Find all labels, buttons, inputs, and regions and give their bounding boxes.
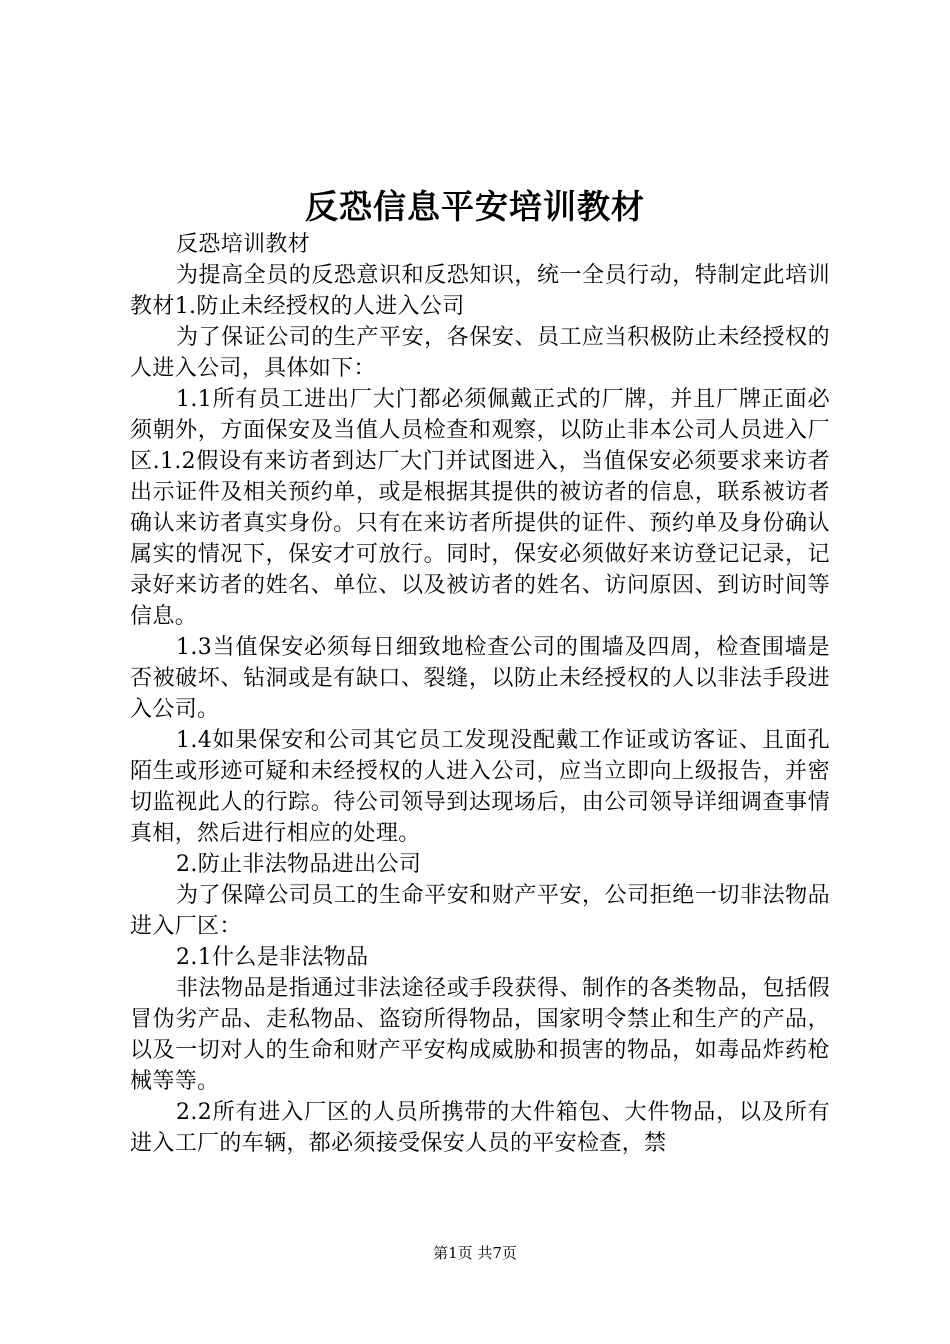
paragraph: 为了保障公司员工的生命平安和财产平安，公司拒绝一切非法物品进入厂区： [130,883,830,939]
paragraph-2-2: 2.2所有进入厂区的人员所携带的大件箱包、大件物品，以及所有进入工厂的车辆，都必须接受保安人员的平安检查，禁 [130,1100,830,1156]
paragraph-intro: 为提高全员的反恐意识和反恐知识，统一全员行动，特制定此培训教材1.防止未经授权的人进入公司 [130,263,830,319]
page-number-footer: 第1页 共7页 [433,1244,517,1262]
paragraph-subtitle: 反恐培训教材 [176,232,311,257]
document-title: 反恐信息平安培训教材 [305,187,645,226]
paragraph: 为了保证公司的生产平安，各保安、员工应当积极防止未经授权的人进入公司，具体如下： [130,325,830,381]
subsection-heading-2-1: 2.1什么是非法物品 [176,945,369,970]
paragraph-1-4: 1.4如果保安和公司其它员工发现没配戴工作证或访客证、且面孔陌生或形迹可疑和未经授权的人进入公司，应当立即向上级报告，并密切监视此人的行踪。待公司领导到达现场后，由公司领导详细调查事情真相，然后进行相应的处理。 [130,728,830,846]
paragraph-1-3: 1.3当值保安必须每日细致地检查公司的围墙及四周，检查围墙是否被破坏、钻洞或是有缺口、裂缝，以防止未经授权的人以非法手段进入公司。 [130,635,830,722]
paragraph: 非法物品是指通过非法途径或手段获得、制作的各类物品，包括假冒伪劣产品、走私物品、盗窃所得物品，国家明令禁止和生产的产品，以及一切对人的生命和财产平安构成威胁和损害的物品，如毒品炸药枪械等等。 [130,976,830,1094]
section-heading-2: 2.防止非法物品进出公司 [176,852,422,877]
paragraph-1-1: 1.1所有员工进出厂大门都必须佩戴正式的厂牌，并且厂牌正面必须朝外，方面保安及当值人员检查和观察，以防止非本公司人员进入厂区.1.2假设有来访者到达厂大门并试图进入，当值保安必须要求来访者出示证件及相关预约单，或是根据其提供的被访者的信息，联系被访者确认来访者真实身份。只有在来访者所提供的证件、预约单及身份确认属实的情况下，保安才可放行。同时，保安必须做好来访登记记录，记录好来访者的姓名、单位、以及被访者的姓名、访问原因、到访时间等信息。 [130,387,830,629]
document-body [130,229,830,1159]
